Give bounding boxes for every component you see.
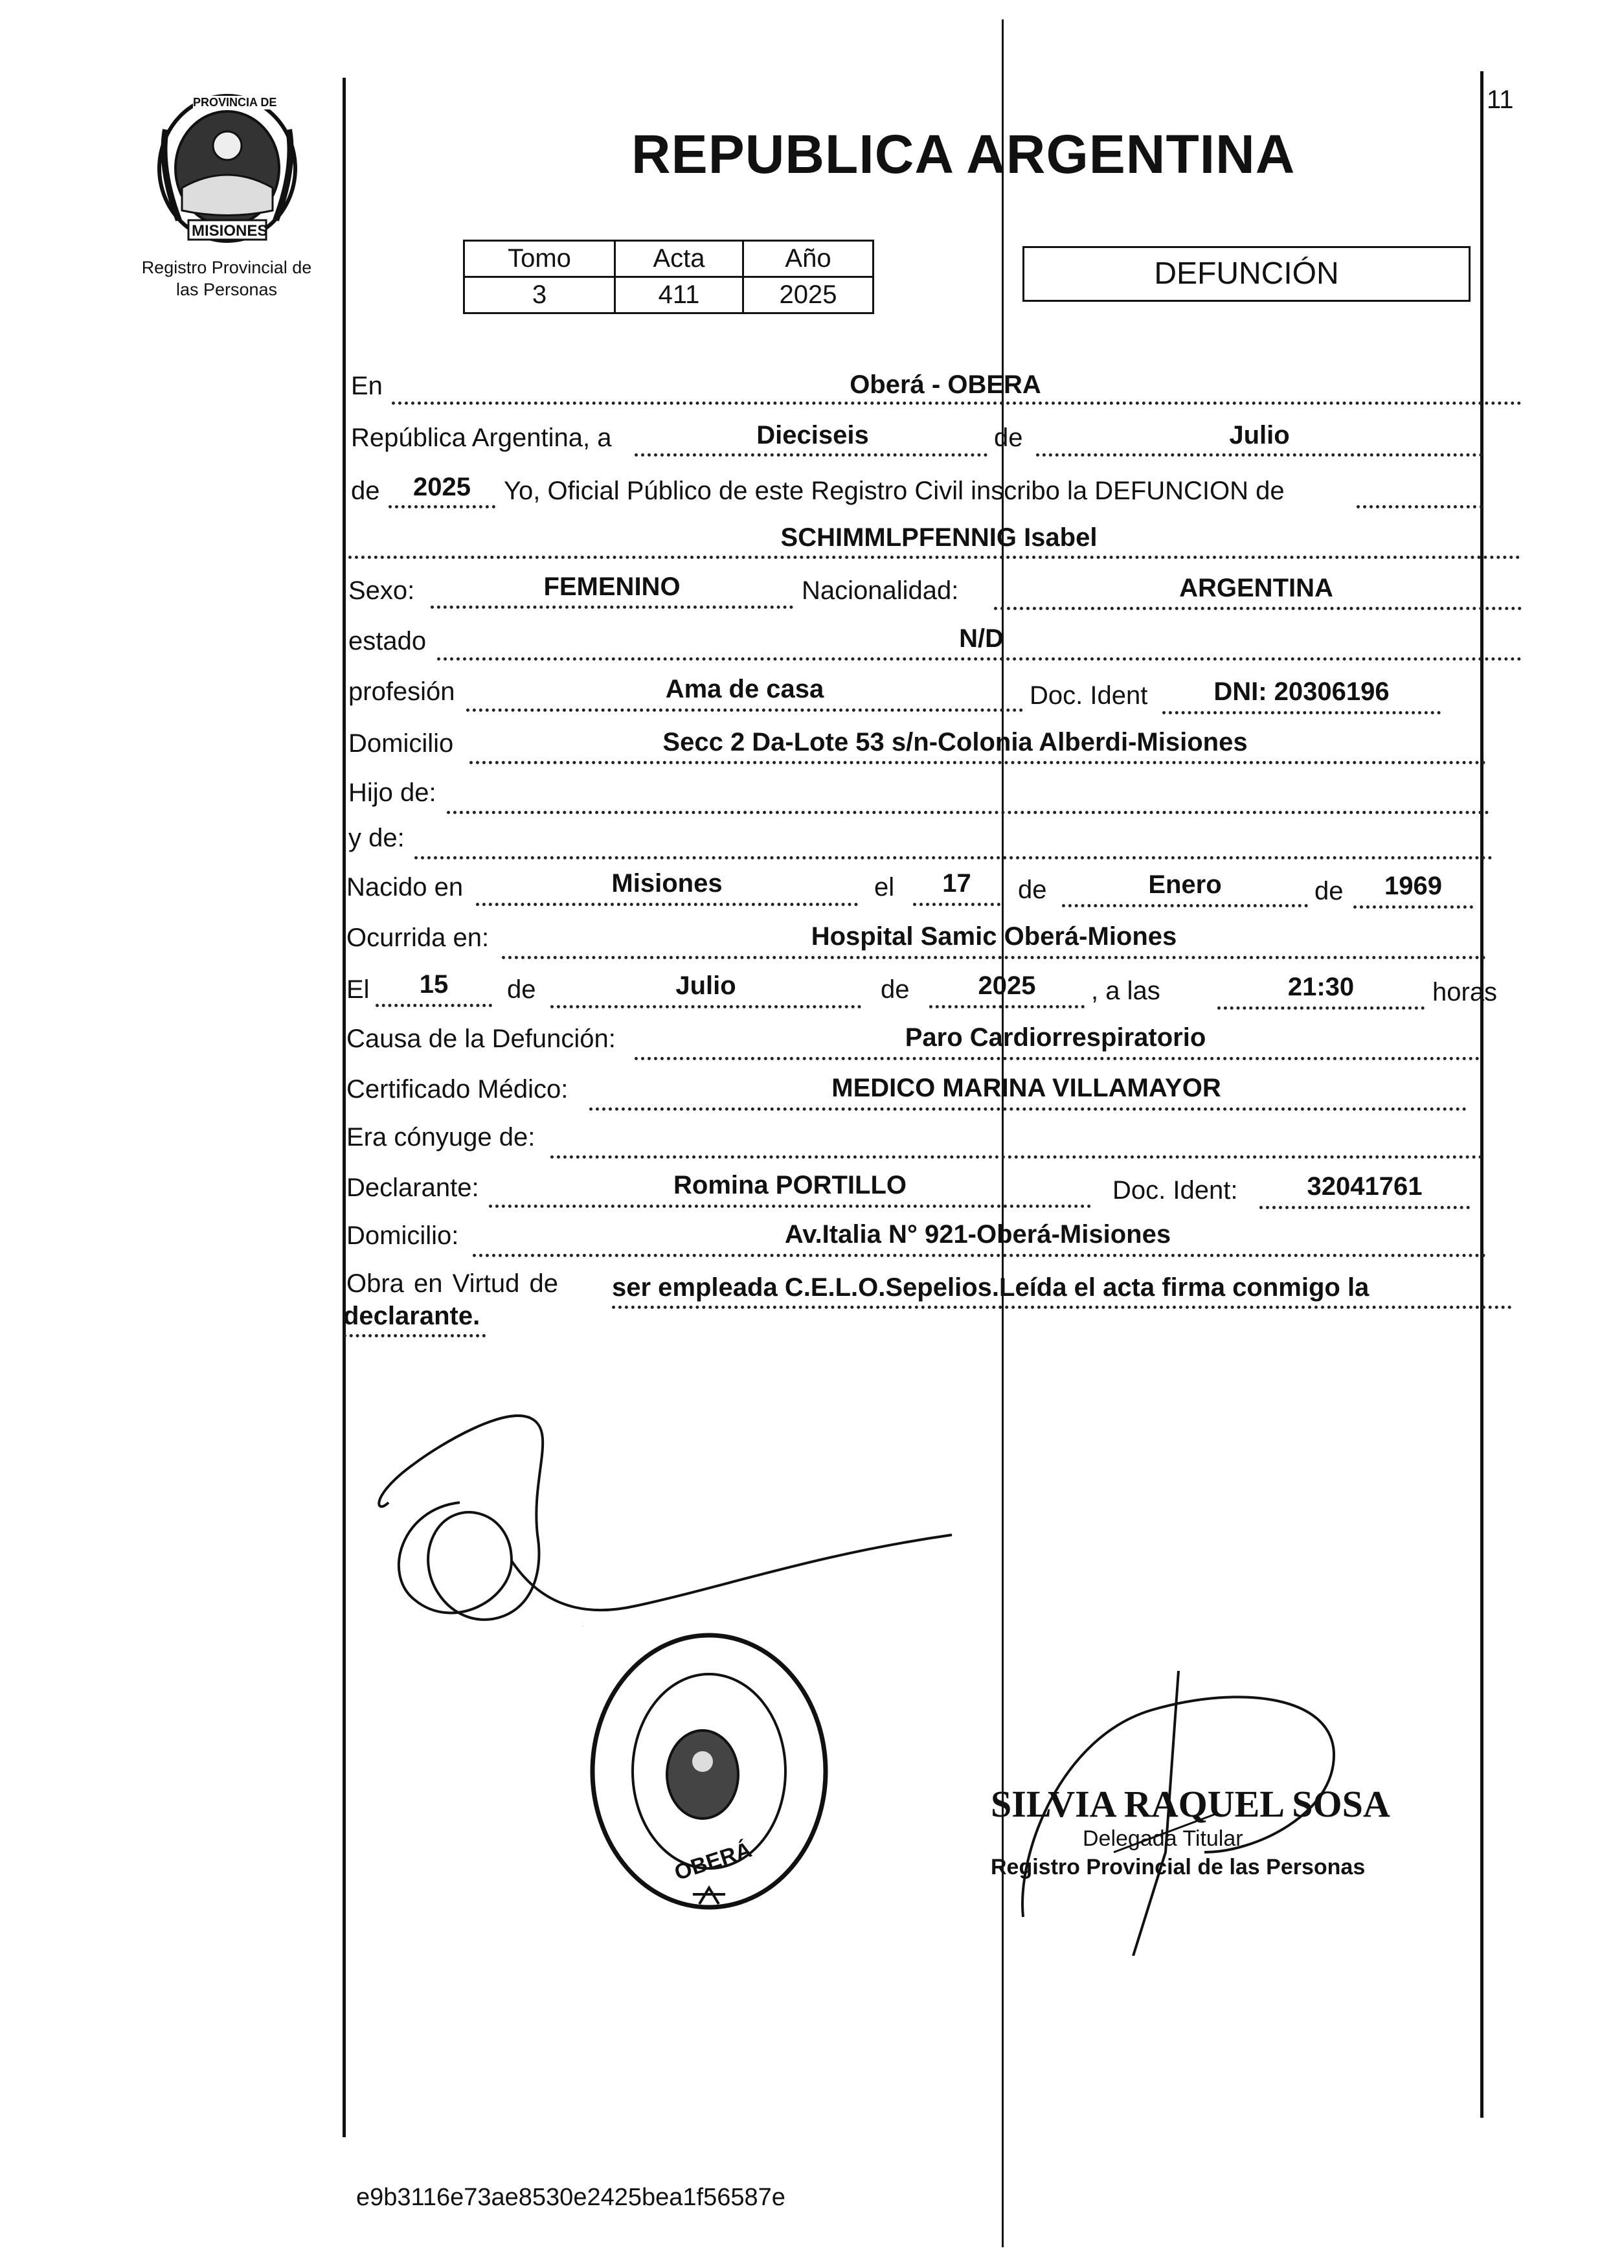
decl-doc-dots [1259,1206,1470,1209]
doc-label: Doc. Ident [1030,681,1148,710]
alas-label: , a las [1091,977,1160,1005]
acta-value-acta: 411 [615,277,743,313]
name-dots [348,556,1520,559]
death-time: 21:30 [1287,973,1355,1001]
birth-month: Enero [1148,870,1222,899]
month-value: Julio [1229,421,1290,449]
registry-line-1: Registro Provincial de [141,258,312,277]
signatory-office: Registro Provincial de las Personas [991,1855,1366,1879]
en-label: En [351,372,383,400]
domicilio-value: Secc 2 Da-Lote 53 s/n-Colonia Alberdi-Misiones [662,728,1248,756]
official-stamp [583,1626,835,1930]
seal-bottom-text: MISIONES [192,222,268,240]
decl-doc-label: Doc. Ident: [1112,1176,1238,1205]
page-number: 11 [1487,85,1514,114]
ocurrida-value: Hospital Samic Oberá-Miones [811,922,1177,951]
right-margin-line [1480,71,1483,2118]
acta-table-value-row [464,277,874,313]
doc-type-box: DEFUNCIÓN [1022,246,1471,302]
en-dots [392,402,1522,405]
el2-label: El [346,975,370,1004]
day-dots [635,453,987,457]
obra-dots-2 [343,1334,486,1337]
year-prefix: de [351,477,380,505]
birth-day-dots [913,903,1000,906]
death-time-dots [1217,1006,1425,1010]
cert-label: Certificado Médico: [346,1075,569,1104]
profesion-value: Ama de casa [665,675,824,703]
yde-dots [414,856,1493,859]
birth-de-1: de [1018,876,1047,904]
acta-header-anio: Año [743,241,874,277]
causa-value: Paro Cardiorrespiratorio [905,1023,1206,1052]
registry-line-2: las Personas [175,280,278,299]
de-label: de [994,424,1023,452]
decl-dom-dots [473,1254,1486,1257]
declarant-signature [363,1405,958,1651]
left-margin-line [343,78,346,2137]
cert-dots [589,1107,1467,1111]
acta-value-tomo: 3 [464,277,615,313]
nacionalidad-label: Nacionalidad: [802,576,959,605]
en-value: Oberá - OBERA [850,370,1041,399]
nacido-label: Nacido en [346,873,464,902]
doc-value: DNI: 20306196 [1213,677,1390,706]
decl-dom-value: Av.Italia N° 921-Oberá-Misiones [784,1220,1171,1249]
domicilio-label: Domicilio [348,729,454,758]
obra-label: Obra en Virtud de [346,1269,559,1298]
acta-header-tomo: Tomo [464,241,615,277]
ocurrida-dots [502,956,1486,959]
death-day-dots [376,1004,492,1007]
birth-year: 1969 [1384,872,1442,900]
seal-top-text: PROVINCIA DE [193,96,277,109]
profesion-dots [466,709,1023,712]
birth-year-dots [1353,905,1473,909]
acta-header-acta: Acta [615,241,743,277]
month-dots [1036,453,1483,457]
declarante-label: Declarante: [346,1174,479,1202]
nacionalidad-value: ARGENTINA [1179,574,1333,602]
hijo-label: Hijo de: [348,778,436,807]
acta-value-anio: 2025 [743,277,874,313]
el-label: el [874,873,895,902]
fold-line [1002,19,1004,2247]
causa-dots [635,1057,1480,1060]
conyuge-dots [550,1155,1483,1159]
nacido-dots [476,903,858,906]
death-de-2: de [881,975,910,1004]
horas-label: horas [1432,978,1498,1006]
sexo-label: Sexo: [348,576,415,605]
oficial-dots [1357,505,1483,508]
death-de-1: de [507,975,536,1004]
conyuge-label: Era cónyuge de: [346,1123,536,1151]
year-dots [389,505,495,508]
signatory-name: SILVIA RAQUEL SOSA [991,1783,1390,1825]
sexo-dots [431,606,793,609]
deceased-name: SCHIMMLPFENNIG Isabel [780,523,1098,552]
estado-dots [437,657,1522,661]
republica-label: República Argentina, a [351,424,612,452]
year-value: 2025 [413,473,471,501]
oficial-text: Yo, Oficial Público de este Registro Civil inscribo la DEFUNCION de [504,477,1285,505]
ocurrida-label: Ocurrida en: [346,924,490,952]
cert-value: MEDICO MARINA VILLAMAYOR [831,1074,1221,1102]
death-year: 2025 [978,971,1036,1000]
registry-name [123,256,330,301]
domicilio-dots [469,761,1486,764]
birth-day: 17 [942,869,971,898]
estado-label: estado [348,627,427,655]
doc-dots [1162,711,1441,714]
acta-table-header-row [464,241,874,277]
stamp-bottom-text: OBERÁ [671,1837,755,1886]
yde-label: y de: [348,824,405,852]
obra-value-1: ser empleada C.E.L.O.Sepelios.Leída el acta firma conmigo la [612,1273,1370,1302]
signatory-role: Delegada Titular [1083,1826,1243,1851]
death-month: Julio [675,971,736,1000]
obra-dots-1 [612,1306,1512,1309]
death-day: 15 [419,970,449,999]
declarante-dots [489,1205,1091,1208]
estado-value: N/D [959,624,1004,653]
causa-label: Causa de la Defunción: [346,1025,616,1053]
nacionalidad-dots [994,607,1522,610]
provincial-seal [153,91,302,246]
profesion-label: profesión [348,677,455,706]
hijo-dots [447,811,1489,814]
page-title: REPUBLICA ARGENTINA [631,124,1296,185]
day-value: Dieciseis [756,421,869,449]
decl-doc-value: 32041761 [1307,1172,1423,1201]
nacido-value: Misiones [611,869,723,898]
death-month-dots [550,1005,861,1008]
death-year-dots [929,1005,1085,1008]
decl-dom-label: Domicilio: [346,1221,459,1250]
birth-month-dots [1062,904,1308,907]
acta-table [463,240,874,314]
birth-de-2: de [1314,877,1344,905]
obra-value-2: declarante. [343,1302,480,1330]
document-hash: e9b3116e73ae8530e2425bea1f56587e [356,2184,785,2211]
sexo-value: FEMENINO [543,573,681,601]
declarante-value: Romina PORTILLO [673,1171,907,1199]
